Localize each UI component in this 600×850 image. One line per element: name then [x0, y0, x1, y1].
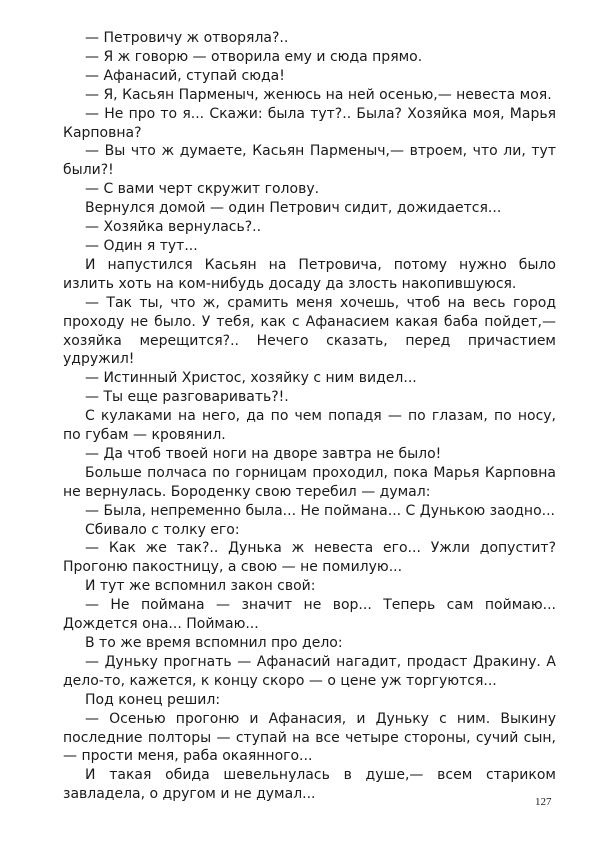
paragraph: — Петровичу ж отворяла?..: [85, 30, 289, 46]
paragraph: — Как же так?.. Дунька ж невеста его... Ужли допустит? Прогоню пакостницу, а свою — не помилую...: [63, 540, 556, 576]
paragraph: — Была, непременно была... Не поймана... С Дунькою заодно...: [85, 502, 555, 519]
paragraph: Больше полчаса по горницам проходил, пока Марья Карповна не вернулась. Бороденку свою теребил — думал:: [63, 464, 556, 500]
paragraph: — Истинный Христос, хозяйку с ним видел...: [85, 370, 417, 387]
paragraph: — Дуньку прогнать — Афанасий нагадит, продаст Дракину. А дело-то, кажется, к концу скоро — о цене уж торгуются...: [63, 653, 556, 689]
paragraph: — Я, Касьян Парменыч, женюсь на ней осенью,— невеста моя.: [85, 86, 552, 103]
paragraph: И тут же вспомнил закон свой:: [85, 578, 316, 595]
paragraph: — Вы что ж думаете, Касьян Парменыч,— втроем, что ли, тут были?!: [63, 143, 556, 179]
paragraph: — Ты еще разговаривать?!.: [85, 389, 289, 406]
paragraph: — Афанасий, ступай сюда!: [85, 67, 285, 84]
body-text: [63, 29, 556, 804]
paragraph: — Хозяйка вернулась?..: [85, 219, 262, 236]
paragraph: С кулаками на него, да по чем попадя — по глазам, по носу, по губам — кровянил.: [63, 408, 556, 444]
paragraph: — Так ты, что ж, срамить меня хочешь, чтоб на весь город проходу не было. У тебя, как с Афанасием какая баба пойдет,— хозяйка мерещится?.. Нечего сказать, перед причастием удружил!: [63, 294, 556, 368]
paragraph: — Да чтоб твоей ноги на дворе завтра не было!: [85, 445, 442, 462]
paragraph: — Один я тут...: [85, 237, 198, 254]
paragraph: И напустился Касьян на Петровича, потому нужно было излить хоть на ком-нибудь досаду да злость накопившуюся.: [63, 256, 556, 292]
paragraph: И такая обида шевельнулась в душе,— всем стариком завладела, о другом и не думал...: [63, 767, 556, 803]
page-number: 127: [535, 796, 552, 808]
paragraph: — С вами черт скружит голову.: [85, 181, 320, 198]
paragraph: В то же время вспомнил про дело:: [85, 635, 343, 651]
paragraph: — Не про то я... Скажи: была тут?.. Была? Хозяйка моя, Марья Карповна?: [63, 105, 556, 141]
paragraph: — Я ж говорю — отворила ему и сюда прямо.: [85, 48, 423, 65]
paragraph: Под конец решил:: [85, 691, 221, 708]
paragraph: Вернулся домой — один Петрович сидит, дожидается...: [85, 200, 502, 217]
paragraph: — Осенью прогоню и Афанасия, и Дуньку с ним. Выкину последние полторы — ступай на все четыре стороны, сучий сын,— прости меня, раба окаянного...: [63, 710, 556, 765]
paragraph: Сбивало с толку его:: [85, 521, 240, 538]
paragraph: — Не поймана — значит не вор... Теперь сам поймаю... Дождется она... Поймаю...: [63, 597, 556, 633]
